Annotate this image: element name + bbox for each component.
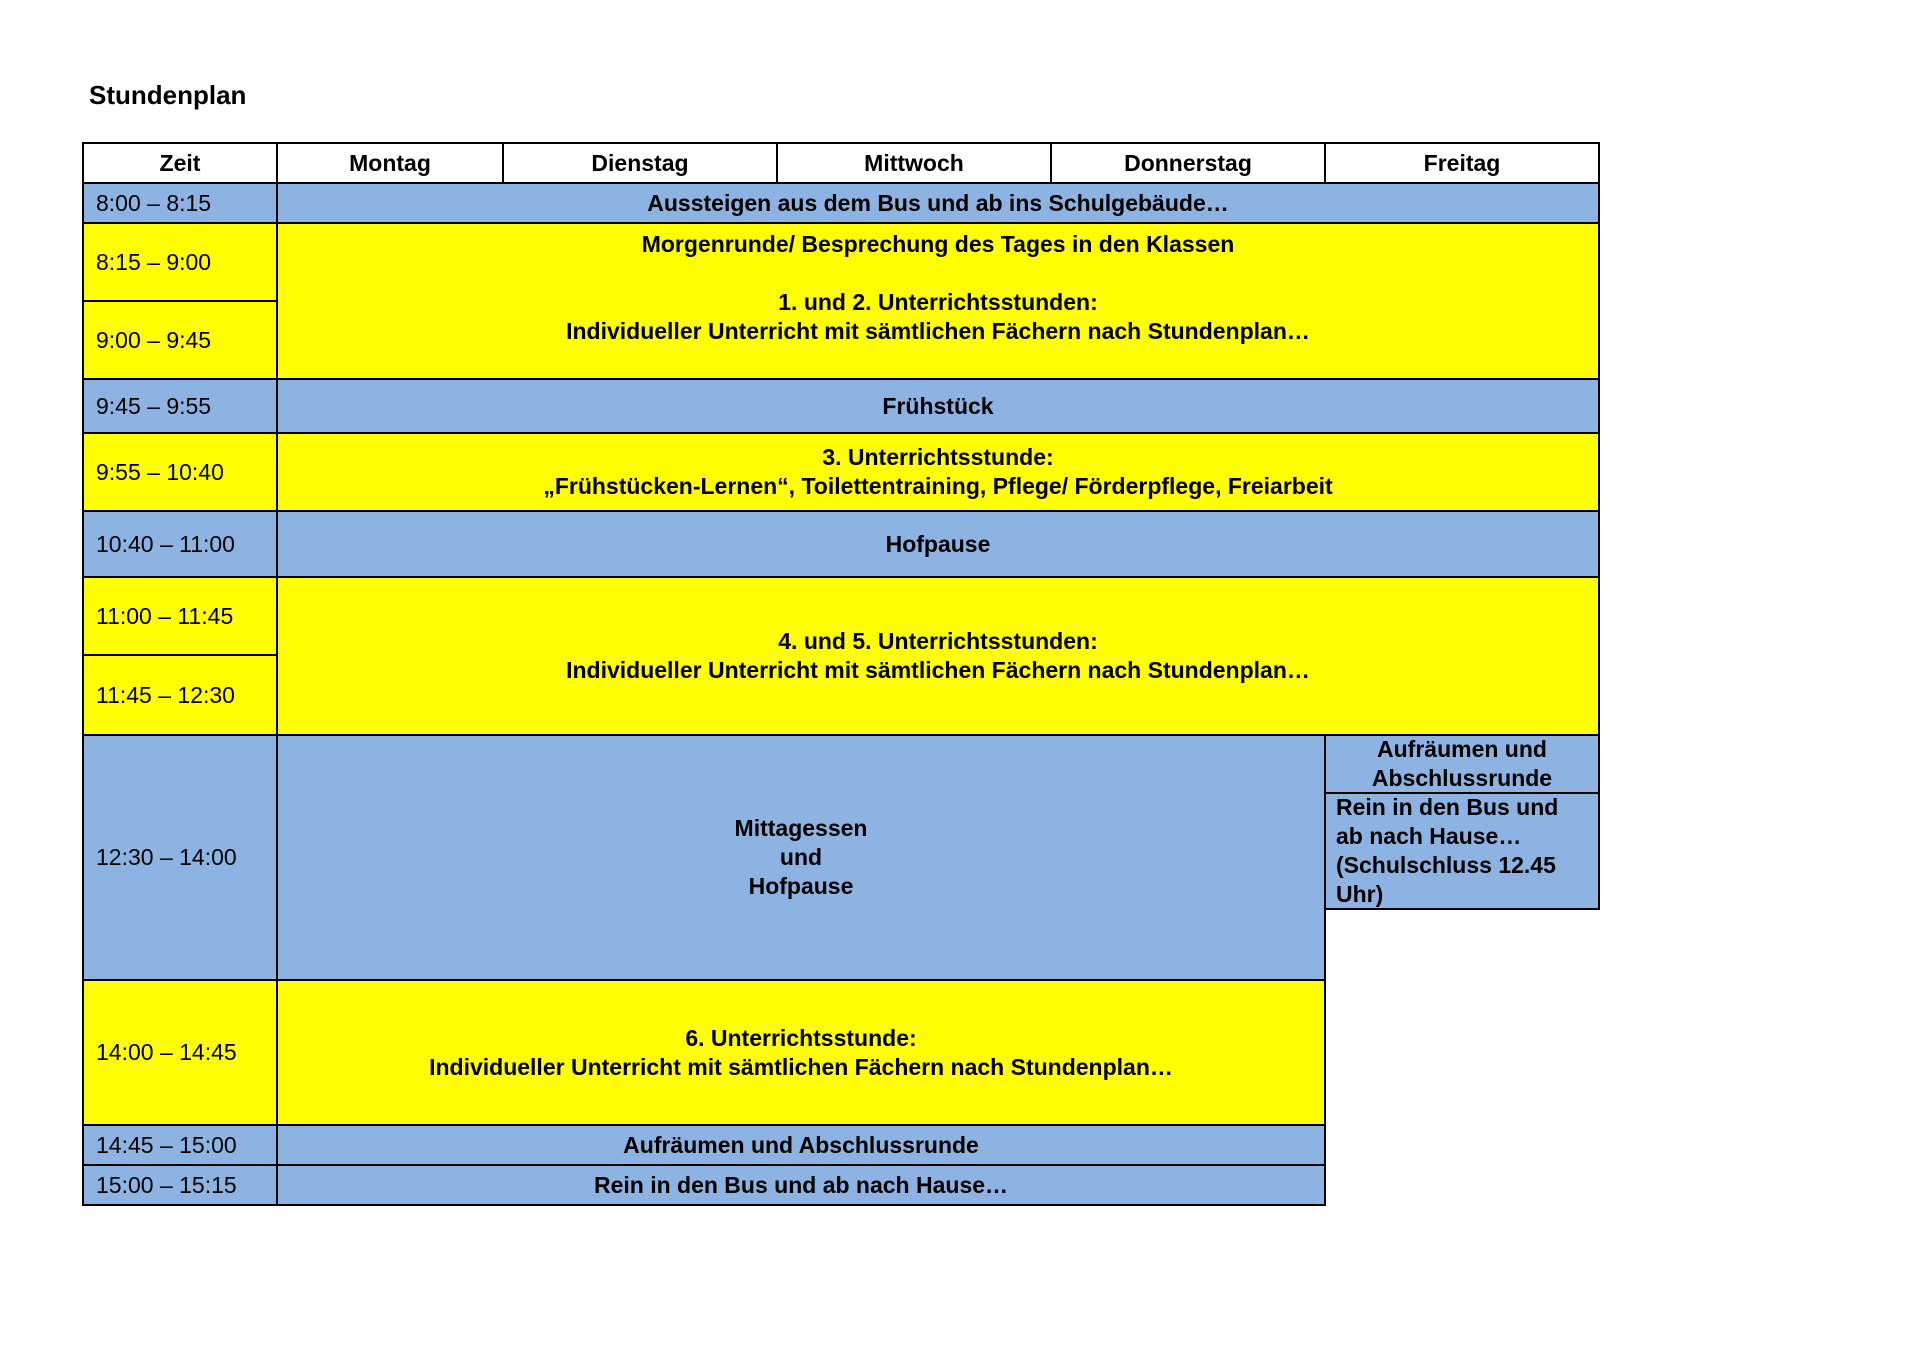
block-morning-line3: Individueller Unterricht mit sämtlichen Fächern nach Stundenplan… <box>566 318 1310 344</box>
time-0815: 8:15 – 9:00 <box>82 222 278 302</box>
time-1100: 11:00 – 11:45 <box>82 576 278 656</box>
block-morning-line1: Morgenrunde/ Besprechung des Tages in den Klassen <box>641 231 1235 257</box>
block-breakfast: Frühstück <box>276 378 1600 434</box>
block-cleanup: Aufräumen und Abschlussrunde <box>276 1124 1326 1166</box>
time-1445: 14:45 – 15:00 <box>82 1124 278 1166</box>
block-recess: Hofpause <box>276 510 1600 578</box>
header-dienstag: Dienstag <box>502 142 778 184</box>
block-lesson45 <box>276 576 1600 736</box>
block-friday-cleanup: Aufräumen und Abschlussrunde <box>1324 734 1600 794</box>
block-lesson45-line2: Individueller Unterricht mit sämtlichen Fächern nach Stundenplan… <box>566 657 1310 683</box>
block-lesson3-line1: 3. Unterrichtsstunde: <box>822 444 1054 470</box>
block-lunch-line3: Hofpause <box>748 873 854 899</box>
block-lesson45-line1: 4. und 5. Unterrichtsstunden: <box>778 628 1098 654</box>
block-lesson6-line2: Individueller Unterricht mit sämtlichen Fächern nach Stundenplan… <box>429 1053 1173 1080</box>
block-morning-line2: 1. und 2. Unterrichtsstunden: <box>778 289 1098 315</box>
header-mittwoch: Mittwoch <box>776 142 1052 184</box>
block-arrival: Aussteigen aus dem Bus und ab ins Schulgebäude… <box>276 182 1600 224</box>
block-lunch-line1: Mittagessen <box>734 815 868 841</box>
header-freitag: Freitag <box>1324 142 1600 184</box>
time-1040: 10:40 – 11:00 <box>82 510 278 578</box>
time-0945: 9:45 – 9:55 <box>82 378 278 434</box>
block-friday-home: Rein in den Bus und ab nach Hause… (Schulschluss 12.45 Uhr) <box>1324 792 1600 910</box>
block-lesson6 <box>276 979 1326 1126</box>
time-1230: 12:30 – 14:00 <box>82 734 278 981</box>
time-1500: 15:00 – 15:15 <box>82 1164 278 1206</box>
block-lesson3-line2: „Frühstücken-Lernen“, Toilettentraining, Pflege/ Förderpflege, Freiarbeit <box>543 473 1333 499</box>
header-montag: Montag <box>276 142 504 184</box>
time-1145: 11:45 – 12:30 <box>82 654 278 736</box>
block-morning <box>276 222 1600 380</box>
block-lesson6-line1: 6. Unterrichtsstunde: <box>685 1024 917 1051</box>
block-home: Rein in den Bus und ab nach Hause… <box>276 1164 1326 1206</box>
block-lunch-line2: und <box>779 844 823 870</box>
page-title: Stundenplan <box>89 80 247 110</box>
time-1400: 14:00 – 14:45 <box>82 979 278 1126</box>
time-0900: 9:00 – 9:45 <box>82 300 278 380</box>
header-zeit: Zeit <box>82 142 278 184</box>
time-0800: 8:00 – 8:15 <box>82 182 278 224</box>
block-lunch <box>276 734 1326 981</box>
block-lesson3 <box>276 432 1600 512</box>
time-0955: 9:55 – 10:40 <box>82 432 278 512</box>
header-donnerstag: Donnerstag <box>1050 142 1326 184</box>
